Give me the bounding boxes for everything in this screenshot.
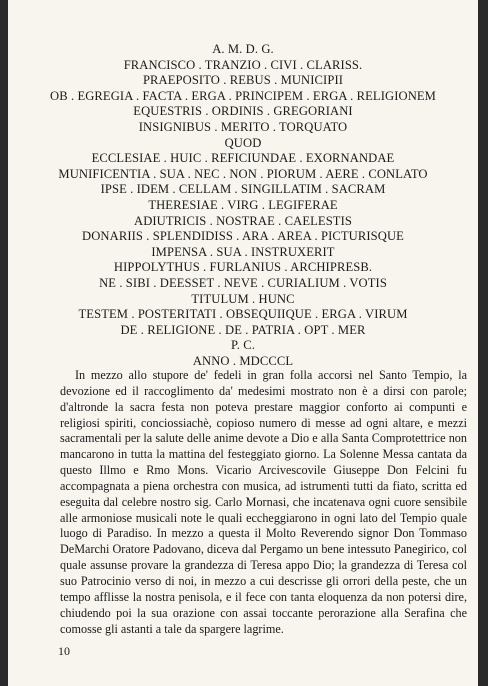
inscription-line: IMPENSA . SUA . INSTRUXERIT	[151, 244, 335, 259]
paragraph: In mezzo allo stupore de' fedeli in gran folla accorsi nel Santo Tempio, la devozione ed il raccoglimento da' medesimi mostrato non è a dirsi con parole; d'altronde la sacra festa non poteva prestare maggior conforto ai compunti e religiosi spiriti, conciossiachè, copioso numero di messe ad ogni altare, e mezzi sacramentali per la salute delle anime devote a Dio e alla Santa Comprotettrice non mancarono in tutta la mattina del festeggiato giorno. La Solenne Messa cantata da questo Illmo e Rmo Mons. Vicario Arcivescovile Giuseppe Don Felcini fu accompagnata a piena orchestra con musica, ad istrumenti tutti da fiato, scritta ed eseguita dal celebre nostro sig. Carlo Mornasi, che incatenava ogni cuore sensibile alle armoniose musicali note le quali eccheggiarono in ogni lato del Tempio quale luogo di Paradiso. In mezzo a questa il Molto Reverendo signor Don Tommaso DeMarchi Oratore Padovano, diceva dal Pergamo un bene intessuto Panegirico, col quale assunse provare la grandezza di Teresa appo Dio; la grandezza di Teresa col suo Patrocinio verso di noi, in mezzo a cui descrisse gli orrori della peste, che un tempo afflisse la nostra penisola, e il fece con tanta eloquenza da non potersi dire, chiudendo poi la sua orazione con assai toccante perorazione alla Serafina che comosse gli astanti a tale da spargere lagrime.	[60, 368, 467, 636]
inscription-line: NE . SIBI . DEESSET . NEVE . CURIALIUM . VOTIS	[99, 275, 387, 290]
inscription-line: THERESIAE . VIRG . LEGIFERAE	[148, 197, 338, 212]
inscription-line: QUOD	[224, 135, 262, 150]
inscription-line: PRAEPOSITO . REBUS . MUNICIPII	[142, 73, 344, 88]
inscription-line: OB . EGREGIA . FACTA . ERGA . PRINCIPEM . ERGA . RELIGIONEM	[50, 88, 436, 103]
inscription-line: ANNO . MDCCCL	[192, 353, 294, 368]
inscription-line: P. C.	[231, 338, 255, 353]
inscription-line: ECCLESIAE . HUIC . REFICIUNDAE . EXORNANDAE	[91, 151, 395, 166]
inscription-line: EQUESTRIS . ORDINIS . GREGORIANI	[133, 104, 353, 119]
inscription-line: ADIUTRICIS . NOSTRAE . CAELESTIS	[134, 213, 352, 228]
inscription-line: INSIGNIBUS . MERITO . TORQUATO	[138, 119, 348, 134]
inscription-line: IPSE . IDEM . CELLAM . SINGILLATIM . SACRAM	[100, 182, 386, 197]
book-page	[8, 0, 478, 686]
inscription-line: MUNIFICENTIA . SUA . NEC . NON . PIORUM . AERE . CONLATO	[58, 166, 428, 181]
inscription-line: TITULUM . HUNC	[191, 291, 295, 306]
inscription-line: FRANCISCO . TRANZIO . CIVI . CLARISS.	[123, 57, 363, 72]
inscription-line: A. M. D. G.	[212, 42, 274, 56]
dedication-inscription	[8, 42, 478, 369]
body-text	[60, 368, 467, 637]
inscription-line: TESTEM . POSTERITATI . OBSEQUIIQUE . ERGA . VIRUM	[78, 307, 408, 322]
page-number: 10	[58, 644, 70, 658]
inscription-line: DE . RELIGIONE . DE . PATRIA . OPT . MER	[120, 322, 366, 337]
inscription-line: HIPPOLYTHUS . FURLANIUS . ARCHIPRESB.	[113, 260, 373, 275]
inscription-line: DONARIIS . SPLENDIDISS . ARA . AREA . PICTURISQUE	[82, 229, 404, 244]
